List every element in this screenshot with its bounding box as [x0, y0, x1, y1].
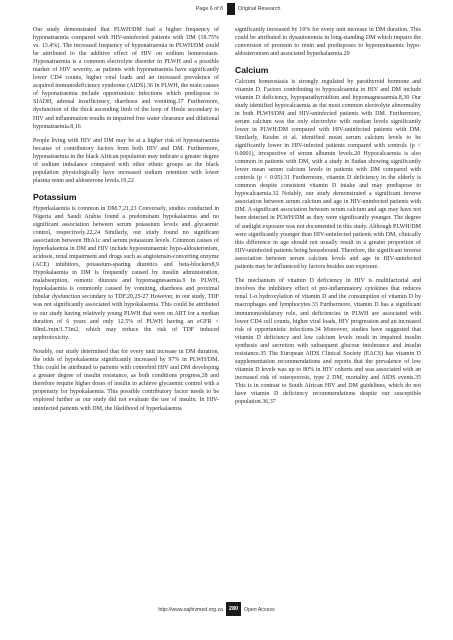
- paragraph: The mechanism of vitamin D deficiency in HIV is multifactorial and involves the inhibitory effect of pro-inflammatory cytokines that reduces renal 1-α hydroxylation of vitamin D and the consumption of vitamin D by macrophages and lymphocytes.33 Furthermore, vitamin D has a significant immunomodulatory role, and deficiencies in PLWH are associated with lower CD4 cell counts, higher viral loads, HIV progression and an increased risk of opportunistic infections.34 Moreover, studies have suggested that vitamin D deficiency and low calcium levels result in impaired insulin synthesis and secretion with subsequent glucose intolerance and insulin resistance.35 The European AIDS Clinical Society (EACS) has vitamin D supplementation recommendations and reports that the prevalence of low vitamin D levels was up to 80% in HIV cohorts and was associated with an increased risk of osteoporosis, type 2 DM, mortality and AIDS events.35 This is in contrast to South African HIV and DM guidelines, which do not have vitamin D deficiency recommendations despite our susceptible population.36,37: [235, 278, 421, 406]
- section-heading-potassium: Potassium: [33, 191, 77, 202]
- section-label: Original Research: [238, 6, 281, 12]
- paragraph: significantly increased by 10% for every unit increase in DM duration. This could be attributed to dysautonomia in long-standing DM which impairs the conversion of prorenin to renin and predisposes to hyporeninaemic hypo-aldosteronism and associated hyperkalaemia.29: [235, 27, 421, 58]
- paragraph: Hyperkalaemia is common in DM.7,21,23 Conversely, studies conducted in Nigeria and Saudi Arabia found a predominant hypokalaemia and no significant association between serum potassium levels and glycaemic control, respectively.22,24 Similarly, our study found no significant association between HbA1c and serum potassium levels. Common causes of hyperkalaemia in DM and HIV include hyporeninaemic hypo-aldosteronism, acidosis, renal impairment and drugs such as angiotensin-converting enzyme (ACE) inhibitors, potassium-sparing diuretics and beta-blockers8,9 Hypokalaemia in DM is frequently caused by insulin administration, malabsorption, osmotic diuresis and hypomagnesaemia.9 In PLWH, hypokalaemia is commonly caused by vomiting, diarrhoea and proximal tubular dysfunction secondary to TDF.20,25-27 However, in our study, TDF was not significantly associated with hypokalaemia. This could be attributed to our study having relatively young PLWH that were on ART for a median duration of 6 years and only 12.5% of PLWH having an eGFR < 60mL/min/1.73m2, which may reduce the risk of TDF induced nephrotoxicity.: [33, 205, 219, 341]
- section-heading-calcium: Calcium: [235, 64, 269, 75]
- header-divider-bar: [227, 3, 235, 15]
- open-access-label: Open Access: [244, 607, 275, 613]
- paragraph: People living with HIV and DM may be at a higher risk of hyponatraemia because of contributory factors from both HIV and DM. Furthermore, hyponatraemia in the black African population may indicate a greater degree of sodium imbalance compared with other ethnic groups as the black population physiologically have increased sodium retention with lower plasma renin and aldosterone levels.19,22: [33, 138, 219, 185]
- right-column: [235, 26, 421, 413]
- footer-page-number: 280: [226, 602, 241, 616]
- page-number-label: Page 6 of 8: [195, 6, 223, 12]
- paragraph: Our study demonstrated that PLWH/DM had a higher frequency of hyponatraemia compared with HIV-uninfected patients with DM (18.75% vs. 13.4%). The increased frequency of hyponatraemia in PLWH/DM could be attributed to the additive effect of HIV on sodium homeostasis. Hyponatraemia is a common electrolyte disorder in PLWH and a possible marker of HIV severity, as patients with hyponatraemia have significantly lower CD4 counts, higher viral loads and an increased prevalence of acquired immunodeficiency syndrome (AIDS).36 In PLWH, the main causes of hyponatraemia include opportunistic infections which predispose to SIADH, adrenal insufficiency, diarrhoea and vomiting.37 Furthermore, dysfunction of the thick ascending limb of the loop of Henle secondary to HIV and inflammation results in impaired free water clearance and dilutional hyponatraemia.8,16: [33, 27, 219, 130]
- paragraph: Calcium homeostasis is strongly regulated by parathyroid hormone and vitamin D. Factors contributing to hypocalcaemia in HIV and DM include vitamin D deficiency, hypoparathyroidism and hypomagnesaemia.8,30 Our study identified hypocalcaemia as the most common electrolyte abnormality in both PLWH/DM and HIV-uninfected patients with DM. Furthermore, serum calcium was the only electrolyte with median levels significantly lower in PLWH/DM compared with HIV-uninfected patients with DM. Similarly, Keubn et al. identified mean serum calcium levels to be significantly lower in HIV-infected patients compared with controls (p < 0.0001), irrespective of serum albumin levels.20 Hypocalcaemia is also common in patients with DM, with a study in Sudan showing significantly lower mean serum calcium levels in patients with DM compared with controls (p < 0.05).31 Furthermore, vitamin D deficiency in the elderly is common despite consistent vitamin D intake and may predispose to hypocalcaemia.32 Notably, our study demonstrated a significant inverse association between serum calcium and age in HIV-uninfected patients with DM. A significant association between serum calcium and age may have not been detected in PLWH/DM as they were significantly younger. The degree of sunlight exposure was not documented in this study. Although PLWH/DM were significantly younger than HIV-uninfected patients with DM, clinically this difference in age should not usually result in a greater proportion of HIV-uninfected patients being housebound. Therefore, the significant inverse association between serum calcium levels and age in HIV-uninfected patients may be influenced by factors besides sun exposure.: [235, 78, 421, 270]
- left-column: [33, 26, 219, 419]
- journal-url-link[interactable]: http://www.sajhivmed.org.za: [158, 607, 223, 613]
- paragraph: Notably, our study determined that for every unit increase in DM duration, the odds of hypokalaemia significantly increased by 97% in PLWH/DM. This could be attributed to patients with comorbid HIV and DM developing a greater degree of insulin resistance, as both conditions progress,28 and therefore require higher doses of insulin to achieve glycaemic control with a propensity for hypokalaemia. This possible contributory factor needs to be explored further as our study did not evaluate the use of insulin. In HIV-uninfected patients with DM, the likelihood of hyperkalaemia: [33, 349, 219, 412]
